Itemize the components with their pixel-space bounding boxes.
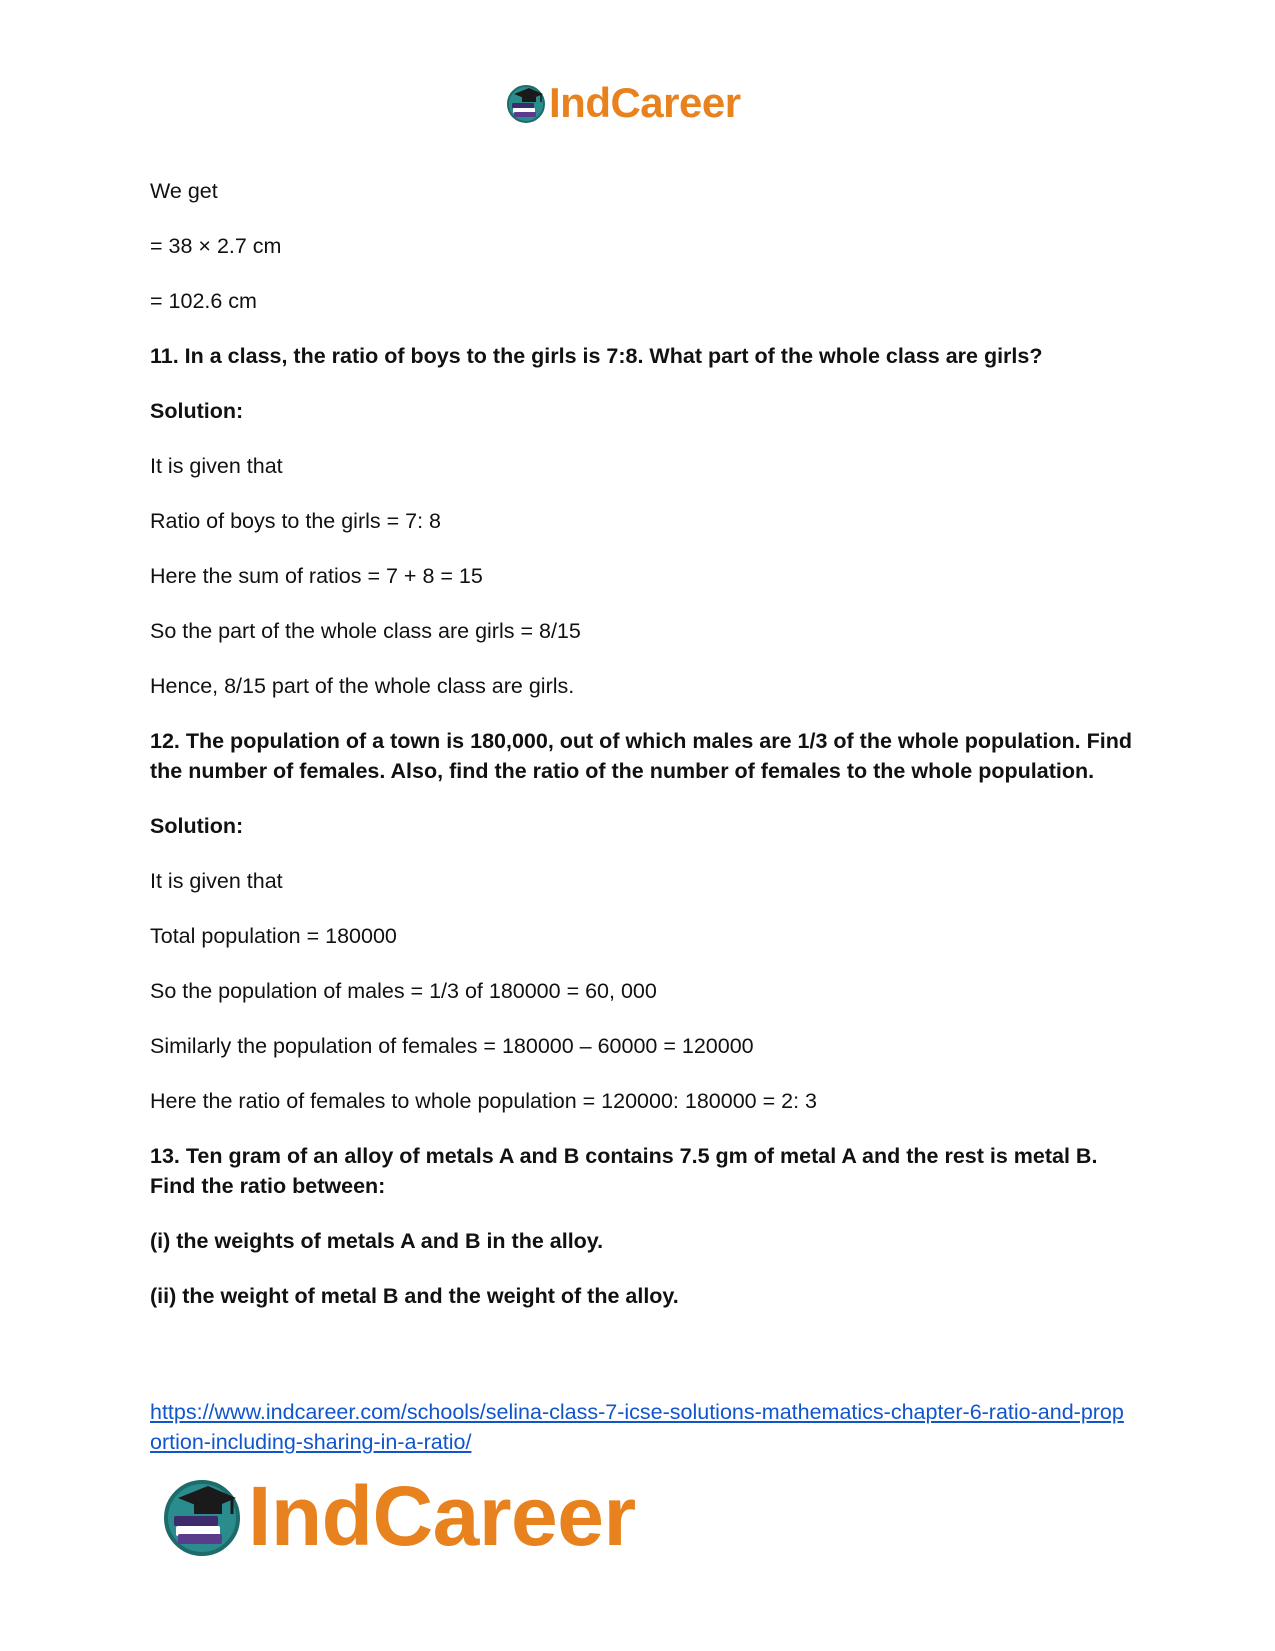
solution-text: It is given that xyxy=(150,869,283,893)
document-body xyxy=(150,176,1135,1336)
solution-text: So the population of males = 1/3 of 180000 = 60, 000 xyxy=(150,979,657,1003)
solution-text: Similarly the population of females = 180000 – 60000 = 120000 xyxy=(150,1034,754,1058)
question-text: 11. In a class, the ratio of boys to the girls is 7:8. What part of the whole class are girls? xyxy=(150,344,1043,368)
question-text: 12. The population of a town is 180,000, out of which males are 1/3 of the whole population. Find the number of females. Also, find the ratio of the number of females to the whole population. xyxy=(150,729,1132,783)
header-logo xyxy=(505,78,741,128)
solution-text: We get xyxy=(150,179,218,203)
solution-text: = 102.6 cm xyxy=(150,289,257,313)
solution-text: Here the ratio of females to whole population = 120000: 180000 = 2: 3 xyxy=(150,1089,817,1113)
logo-wordmark: IndCareer xyxy=(248,1469,636,1563)
question-text: (ii) the weight of metal B and the weight of the alloy. xyxy=(150,1284,679,1308)
question-text: Solution: xyxy=(150,399,244,423)
question-text: (i) the weights of metals A and B in the alloy. xyxy=(150,1229,604,1253)
footer-logo xyxy=(160,1466,636,1566)
source-url-link[interactable]: https://www.indcareer.com/schools/selina-class-7-icse-solutions-mathematics-chapter-6-ratio-and-proportion-including-sharing-in-a-ratio/ xyxy=(150,1400,1124,1454)
graduation-book-icon xyxy=(505,82,547,124)
solution-text: Total population = 180000 xyxy=(150,924,397,948)
graduation-book-icon xyxy=(160,1474,244,1558)
solution-text: It is given that xyxy=(150,454,283,478)
question-text: Solution: xyxy=(150,814,244,838)
solution-text: So the part of the whole class are girls = 8/15 xyxy=(150,619,581,643)
solution-text: Hence, 8/15 part of the whole class are girls. xyxy=(150,674,575,698)
solution-text: Ratio of boys to the girls = 7: 8 xyxy=(150,509,442,533)
logo-wordmark: IndCareer xyxy=(549,79,741,126)
solution-text: Here the sum of ratios = 7 + 8 = 15 xyxy=(150,564,483,588)
question-text: 13. Ten gram of an alloy of metals A and B contains 7.5 gm of metal A and the rest is metal B. Find the ratio between: xyxy=(150,1144,1098,1198)
solution-text: = 38 × 2.7 cm xyxy=(150,234,282,258)
